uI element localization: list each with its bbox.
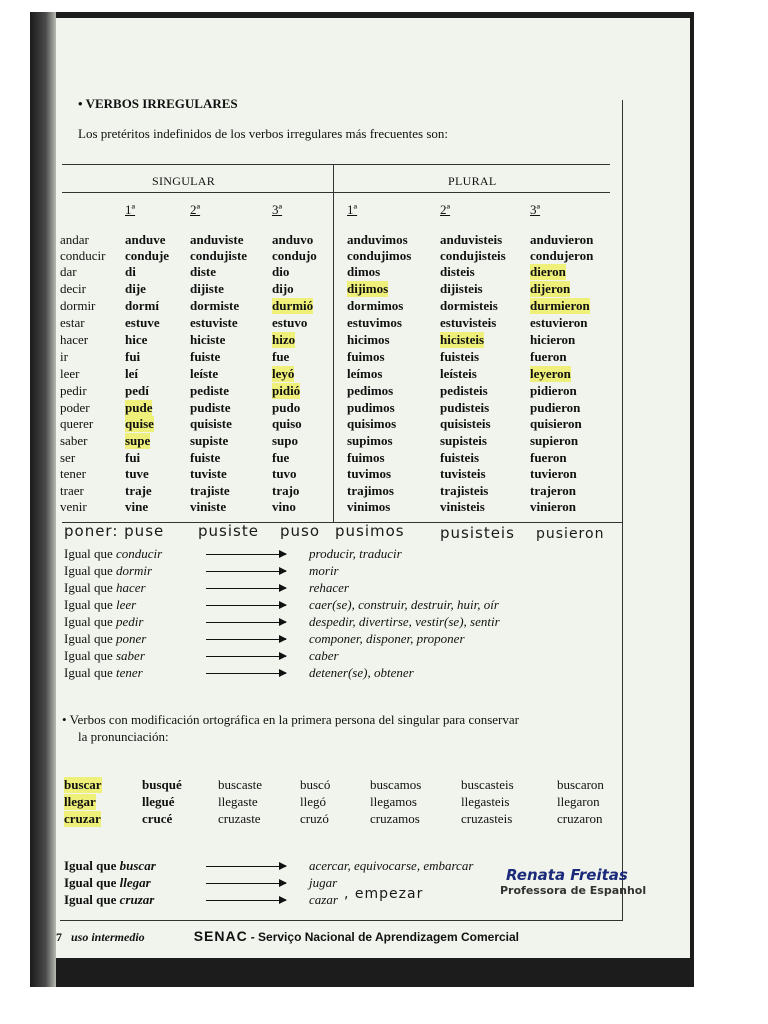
cell: supisteis	[440, 433, 487, 448]
prefix: Igual que	[64, 892, 117, 907]
cell: buscaron	[557, 777, 604, 792]
igual-label	[64, 563, 152, 579]
arrow-right-icon	[206, 605, 286, 606]
igual-label	[64, 597, 136, 613]
cell-highlighted: pude	[125, 400, 153, 415]
person-header-3s: 3ª	[272, 202, 283, 217]
cell: cruzó	[300, 811, 329, 826]
table-row	[60, 416, 620, 432]
bullet: •	[78, 96, 83, 111]
verb: pedir	[115, 614, 144, 629]
list-item	[64, 597, 584, 613]
infinitive: ir	[60, 349, 68, 364]
orthographic-intro-line1: Verbos con modificación ortográfica en la primera persona del singular para conservar	[69, 712, 519, 727]
cell-highlighted: leyeron	[530, 366, 571, 381]
igual-label	[64, 580, 146, 596]
cell: supimos	[347, 433, 393, 448]
prefix: Igual que	[64, 648, 113, 663]
list-item	[64, 614, 584, 630]
cell: diste	[190, 264, 216, 279]
arrow-right-icon	[206, 588, 286, 589]
page-bottom-rule	[60, 920, 623, 921]
cell: trajiste	[190, 483, 230, 498]
cell: tuvo	[272, 466, 297, 481]
cell: trajimos	[347, 483, 394, 498]
cell: vinimos	[347, 499, 391, 514]
cell: cruzasteis	[461, 811, 513, 826]
infinitive: poder	[60, 400, 90, 415]
arrow-right-icon	[206, 866, 286, 867]
cell: pudimos	[347, 400, 395, 415]
cell: tuvieron	[530, 466, 577, 481]
cell: condujisteis	[440, 248, 506, 263]
cell-highlighted: pidió	[272, 383, 301, 398]
cell-highlighted: durmió	[272, 298, 314, 313]
bullet: •	[62, 712, 67, 727]
verb: leer	[115, 597, 137, 612]
list-item	[64, 580, 584, 596]
cell-highlighted: dieron	[530, 264, 566, 279]
arrow-right-icon	[206, 639, 286, 640]
cell: supieron	[530, 433, 579, 448]
cell: condujiste	[190, 248, 248, 263]
cell: pudiste	[190, 400, 231, 415]
infinitive: ser	[60, 450, 76, 465]
cell: vinieron	[530, 499, 576, 514]
cell: dijisteis	[440, 281, 483, 296]
cell: anduve	[125, 232, 166, 247]
cell-highlighted: dijeron	[530, 281, 571, 296]
table-row	[60, 349, 620, 365]
infinitive: andar	[60, 232, 89, 247]
cell: estuviste	[190, 315, 238, 330]
verb: dormir	[115, 563, 153, 578]
handwritten-poner-2: pusiste	[198, 522, 259, 540]
arrow-right-icon	[206, 900, 286, 901]
infinitive: traer	[60, 483, 84, 498]
cell: buscaste	[218, 777, 263, 792]
singular-header: SINGULAR	[152, 174, 216, 188]
infinitive: leer	[60, 366, 80, 381]
cell: dormiste	[190, 298, 240, 313]
table-row	[64, 777, 624, 793]
infinitive: venir	[60, 499, 87, 514]
cell: pudo	[272, 400, 301, 415]
cell: tuviste	[190, 466, 227, 481]
table-row	[60, 400, 620, 416]
cell: anduvo	[272, 232, 314, 247]
table-row	[60, 298, 620, 314]
infinitive: saber	[60, 433, 88, 448]
cell: dijiste	[190, 281, 224, 296]
cell: dormí	[125, 298, 159, 313]
prefix: Igual que	[64, 875, 117, 890]
igual-label	[64, 648, 145, 664]
cell-highlighted: quise	[125, 416, 154, 431]
cell: hiciste	[190, 332, 226, 347]
table-row	[60, 264, 620, 280]
page-footer	[56, 928, 519, 945]
cell: fui	[125, 349, 141, 364]
section-title-text: VERBOS IRREGULARES	[85, 96, 238, 111]
table-row	[64, 811, 624, 827]
infinitive-highlighted: cruzar	[64, 811, 101, 826]
cell: fuimos	[347, 450, 385, 465]
cell: fuisteis	[440, 450, 479, 465]
result-verbs: detener(se), obtener	[309, 665, 414, 680]
table-header-rule	[62, 192, 610, 193]
verb: hacer	[115, 580, 146, 595]
cell: trajo	[272, 483, 300, 498]
handwritten-note: , empezar	[344, 886, 424, 902]
section-title	[78, 96, 238, 112]
cell: quiso	[272, 416, 302, 431]
person-header-2p: 2ª	[440, 202, 451, 217]
prefix: Igual que	[64, 546, 113, 561]
cell: pedimos	[347, 383, 394, 398]
igual-label	[64, 892, 154, 908]
page-number: 7	[56, 930, 62, 944]
list-item	[64, 665, 584, 681]
table-row	[60, 315, 620, 331]
cell: fuisteis	[440, 349, 479, 364]
infinitive-highlighted: llegar	[64, 794, 96, 809]
prefix: Igual que	[64, 665, 113, 680]
table-row	[60, 232, 620, 248]
cell: supiste	[190, 433, 229, 448]
cell: di	[125, 264, 136, 279]
handwritten-poner-4: pusimos	[335, 522, 405, 540]
cell-highlighted: hizo	[272, 332, 296, 347]
handwritten-poner-5: pusisteis	[440, 524, 515, 542]
infinitive: querer	[60, 416, 94, 431]
table-row	[60, 483, 620, 499]
cell: vino	[272, 499, 296, 514]
cell: dijo	[272, 281, 294, 296]
verb: llegar	[119, 875, 151, 890]
cell: hicimos	[347, 332, 390, 347]
arrow-right-icon	[206, 673, 286, 674]
infinitive: dar	[60, 264, 77, 279]
verb: cruzar	[119, 892, 155, 907]
result-verbs: caber	[309, 648, 339, 663]
cell: cruzaron	[557, 811, 603, 826]
cell: pudieron	[530, 400, 581, 415]
result-verbs: despedir, divertirse, vestir(se), sentir	[309, 614, 500, 629]
plural-header: PLURAL	[448, 174, 497, 188]
cell: tuvimos	[347, 466, 392, 481]
table-row	[60, 281, 620, 297]
cell: llegó	[300, 794, 326, 809]
cell-highlighted: supe	[125, 433, 151, 448]
cell: pudisteis	[440, 400, 490, 415]
cell: pediste	[190, 383, 229, 398]
igual-label	[64, 614, 143, 630]
orthographic-intro-line2: la pronunciación:	[78, 729, 169, 744]
cell: llegasteis	[461, 794, 510, 809]
cell: dije	[125, 281, 146, 296]
cell: anduvieron	[530, 232, 594, 247]
table-row	[60, 450, 620, 466]
cell: buscamos	[370, 777, 422, 792]
cell: buscasteis	[461, 777, 514, 792]
cell: pidieron	[530, 383, 577, 398]
result-verbs: cazar	[309, 892, 338, 907]
level-label: uso intermedio	[71, 930, 145, 944]
infinitive: dormir	[60, 298, 96, 313]
igual-label	[64, 631, 146, 647]
signature-name: Renata Freitas	[506, 866, 628, 884]
cell: estuvimos	[347, 315, 402, 330]
cell: busqué	[142, 777, 182, 792]
orthographic-intro	[62, 712, 519, 728]
cell: cruzamos	[370, 811, 420, 826]
handwritten-poner-1: poner: puse	[64, 522, 165, 540]
cell: dio	[272, 264, 290, 279]
prefix: Igual que	[64, 614, 113, 629]
igual-label	[64, 546, 162, 562]
cell: llegué	[142, 794, 175, 809]
cell: quisisteis	[440, 416, 491, 431]
table-row	[60, 366, 620, 382]
cell: buscó	[300, 777, 331, 792]
result-verbs: rehacer	[309, 580, 349, 595]
cell: fuiste	[190, 349, 221, 364]
cell-highlighted: leyó	[272, 366, 295, 381]
cell: dormimos	[347, 298, 404, 313]
cell: estuve	[125, 315, 160, 330]
infinitive-highlighted: buscar	[64, 777, 102, 792]
result-verbs: acercar, equivocarse, embarcar	[309, 858, 474, 873]
verb: saber	[115, 648, 145, 663]
cell: estuvisteis	[440, 315, 497, 330]
list-item	[64, 563, 584, 579]
cell: llegaste	[218, 794, 258, 809]
igual-label	[64, 875, 151, 891]
verb: buscar	[119, 858, 156, 873]
cell: quisieron	[530, 416, 582, 431]
arrow-right-icon	[206, 571, 286, 572]
cell-highlighted: durmieron	[530, 298, 590, 313]
cell: conduje	[125, 248, 170, 263]
cell: estuvieron	[530, 315, 588, 330]
cell: traje	[125, 483, 152, 498]
list-item	[64, 648, 584, 664]
infinitive: conducir	[60, 248, 106, 263]
cell: fuimos	[347, 349, 385, 364]
cell: llegaron	[557, 794, 600, 809]
cell: condujo	[272, 248, 317, 263]
cell: quisimos	[347, 416, 397, 431]
arrow-right-icon	[206, 656, 286, 657]
result-verbs: jugar	[309, 875, 338, 890]
cell: hicieron	[530, 332, 576, 347]
result-verbs: producir, traducir	[309, 546, 402, 561]
org-full-name: - Serviço Nacional de Aprendizagem Comercial	[250, 930, 520, 944]
table-row	[60, 433, 620, 449]
arrow-right-icon	[206, 622, 286, 623]
cell: viniste	[190, 499, 227, 514]
cell: pedí	[125, 383, 149, 398]
cell: leíste	[190, 366, 219, 381]
cell: leí	[125, 366, 138, 381]
cell: anduvimos	[347, 232, 408, 247]
cell: disteis	[440, 264, 475, 279]
igual-label	[64, 665, 143, 681]
prefix: Igual que	[64, 580, 113, 595]
table-row	[60, 383, 620, 399]
binding-shadow	[30, 12, 56, 987]
infinitive: tener	[60, 466, 86, 481]
cell: vine	[125, 499, 149, 514]
cell: tuvisteis	[440, 466, 486, 481]
infinitive: hacer	[60, 332, 89, 347]
cell: condujimos	[347, 248, 412, 263]
verb: tener	[115, 665, 143, 680]
cell: dormisteis	[440, 298, 498, 313]
result-verbs: morir	[309, 563, 339, 578]
prefix: Igual que	[64, 597, 113, 612]
person-header-3p: 3ª	[530, 202, 541, 217]
cell: leímos	[347, 366, 383, 381]
cell-highlighted: hicisteis	[440, 332, 485, 347]
person-header-1p: 1ª	[347, 202, 358, 217]
cell: fueron	[530, 349, 567, 364]
cell: anduviste	[190, 232, 244, 247]
cell: fuiste	[190, 450, 221, 465]
cell: trajeron	[530, 483, 576, 498]
cell: hice	[125, 332, 148, 347]
cell: fue	[272, 349, 290, 364]
infinitive: decir	[60, 281, 86, 296]
cell: trajisteis	[440, 483, 489, 498]
prefix: Igual que	[64, 631, 113, 646]
infinitive: estar	[60, 315, 85, 330]
cell-highlighted: dijimos	[347, 281, 389, 296]
table-row	[60, 499, 620, 515]
cell: vinisteis	[440, 499, 485, 514]
arrow-right-icon	[206, 883, 286, 884]
cell: crucé	[142, 811, 173, 826]
table-row	[60, 248, 620, 264]
cell: condujeron	[530, 248, 594, 263]
person-header-1s: 1ª	[125, 202, 136, 217]
result-verbs: componer, disponer, proponer	[309, 631, 465, 646]
cell: tuve	[125, 466, 149, 481]
prefix: Igual que	[64, 858, 117, 873]
handwritten-poner-6: pusieron	[536, 526, 605, 542]
table-row	[60, 466, 620, 482]
prefix: Igual que	[64, 563, 113, 578]
cell: quisiste	[190, 416, 232, 431]
verb: poner	[115, 631, 147, 646]
cell: fueron	[530, 450, 567, 465]
intro-text: Los pretéritos indefinidos de los verbos irregulares más frecuentes son:	[78, 126, 449, 141]
result-verbs: caer(se), construir, destruir, huir, oír	[309, 597, 499, 612]
org-name: SENAC	[193, 928, 248, 944]
person-header-2s: 2ª	[190, 202, 201, 217]
cell: fui	[125, 450, 141, 465]
infinitive: pedir	[60, 383, 87, 398]
cell: estuvo	[272, 315, 308, 330]
table-row	[60, 332, 620, 348]
table-row	[64, 794, 624, 810]
cell: cruzaste	[218, 811, 261, 826]
cell: supo	[272, 433, 299, 448]
list-item	[64, 631, 584, 647]
cell: dimos	[347, 264, 381, 279]
verb: conducir	[115, 546, 163, 561]
signature-role: Professora de Espanhol	[500, 884, 647, 897]
cell: fue	[272, 450, 290, 465]
list-item	[64, 546, 584, 562]
arrow-right-icon	[206, 554, 286, 555]
cell: llegamos	[370, 794, 417, 809]
cell: pedisteis	[440, 383, 488, 398]
cell: leísteis	[440, 366, 477, 381]
handwritten-poner-3: puso	[280, 522, 321, 540]
cell: anduvisteis	[440, 232, 503, 247]
table-top-rule	[62, 164, 610, 165]
igual-label	[64, 858, 156, 874]
